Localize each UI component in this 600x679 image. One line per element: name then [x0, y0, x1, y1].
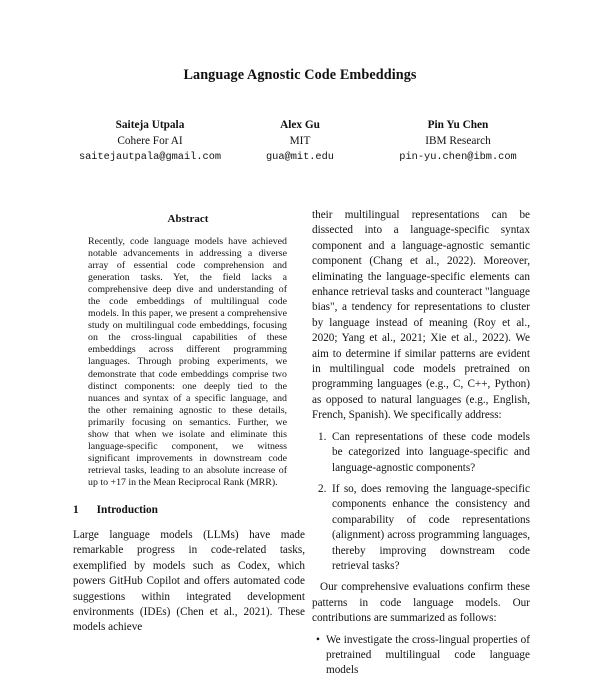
list-item: [312, 633, 530, 679]
right-column: [312, 208, 530, 679]
right-paragraph-1: their multilingual representations can be dissected into a language-specific syntax component and a language-agnostic semantic component (Chang et al., 2022). Moreover, eliminating the language-specific elements can enhance retrieval tasks and counteract "language bias", a tendency for representations to cluster by language instead of meaning (Roy et al., 2020; Yang et al., 2021; Xie et al., 2022). We aim to determine if similar patterns are evident in multilingual code models pretrained on programming languages (e.g., C, C++, Python) as opposed to natural languages (e.g., English, French, Spanish). We specifically address:: [312, 209, 530, 422]
contributions-list: [312, 633, 530, 679]
author-affiliation: IBM Research: [425, 135, 491, 147]
author-name: Alex Gu: [280, 119, 320, 131]
author-email: saitejautpala@gmail.com: [78, 151, 222, 163]
list-item: [312, 430, 530, 476]
right-paragraph-2: Our comprehensive evaluations confirm these patterns in code language models. Our contributions are summarized as follows:: [312, 581, 530, 625]
list-number: 2.: [318, 482, 327, 495]
author-affiliation: MIT: [289, 135, 311, 147]
section-title: Introduction: [96, 504, 158, 516]
author-email: pin-yu.chen@ibm.com: [399, 151, 517, 163]
author-block-1: [70, 117, 230, 165]
section-heading-introduction: [73, 504, 158, 516]
introduction-paragraph: Large language models (LLMs) have made remarkable progress in code-related tasks, exemplified by models such as Codex, which powers GitHub Copilot and offers automated code suggestions within integrated development environments (IDEs) (Chen et al., 2021). These models achieve: [73, 529, 305, 634]
author-block-2: [220, 117, 380, 165]
research-questions: [312, 430, 530, 575]
abstract-text: Recently, code language models have achieved notable advancements in addressing a diverse array of essential code comprehension and generation tasks. Yet, the field lacks a comprehensive deep dive and understanding of the code embeddings of multilingual code models. In this paper, we present a comprehensive study on multilingual code embeddings, focusing on the cross-lingual capabilities of these embeddings across different programming languages. Through probing experiments, we demonstrate that code embeddings comprise two distinct components: one deeply tied to the nuances and syntax of a specific language, and the other remaining agnostic to these details, primarily focusing on semantics. Further, we show that when we isolate and eliminate this language-specific component, we witness significant improvements in downstream code retrieval tasks, leading to an absolute increase of up to +17 in the Mean Reciprocal Rank (MRR).: [88, 236, 287, 488]
author-name: Saiteja Utpala: [115, 119, 185, 131]
contribution-text: We investigate the cross-lingual properties of pretrained multilingual code language models: [326, 633, 530, 677]
paper-title: Language Agnostic Code Embeddings: [183, 67, 417, 83]
question-text: Can representations of these code models be categorized into language-specific and language-agnostic components?: [332, 430, 530, 474]
list-item: [312, 482, 530, 574]
author-block-3: [378, 117, 538, 165]
question-text: If so, does removing the language-specific components enhance the consistency and comparability of code representations (alignment) across programming languages, thereby improving downstream code retrieval tasks?: [332, 482, 530, 572]
bullet-icon: •: [316, 633, 320, 646]
author-name: Pin Yu Chen: [427, 119, 489, 131]
author-email: gua@mit.edu: [266, 151, 334, 163]
author-affiliation: Cohere For AI: [117, 135, 183, 147]
abstract-heading: Abstract: [167, 213, 209, 225]
section-number: 1: [73, 504, 79, 516]
list-number: 1.: [318, 430, 327, 443]
